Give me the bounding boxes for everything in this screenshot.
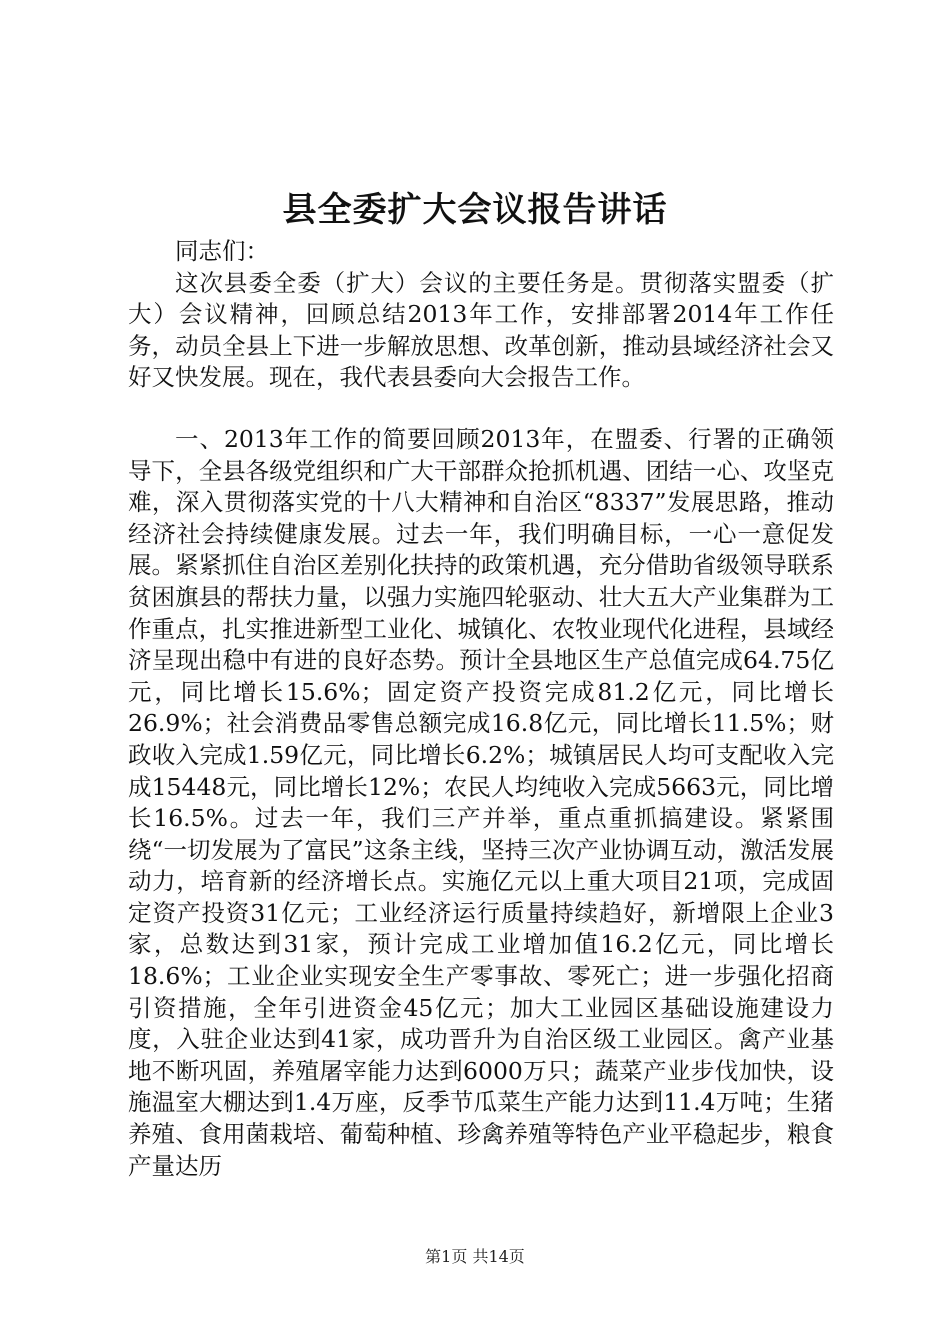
salutation: 同志们： bbox=[175, 237, 269, 265]
document-title: 县全委扩大会议报告讲话 bbox=[282, 190, 668, 230]
page-number-footer: 第1页 共14页 bbox=[425, 1247, 525, 1266]
paragraph-review: 一、2013年工作的简要回顾2013年，在盟委、行署的正确领导下，全县各级党组织和广大干部群众抢抓机遇、团结一心、攻坚克难，深入贯彻落实党的十八大精神和自治区“8337”发展思路，推动经济社会持续健康发展。过去一年，我们明确目标，一心一意促发展。紧紧抓住自治区差别化扶持的政策机遇，充分借助省级领导联系贫困旗县的帮扶力量，以强力实施四轮驱动、壮大五大产业集群为工作重点，扎实推进新型工业化、城镇化、农牧业现代化进程，县域经济呈现出稳中有进的良好态势。预计全县地区生产总值完成64.75亿元，同比增长15.6%；固定资产投资完成81.2亿元，同比增长26.9%；社会消费品零售总额完成16.8亿元，同比增长11.5%；财政收入完成1.59亿元，同比增长6.2%；城镇居民人均可支配收入完成15448元，同比增长12%；农民人均纯收入完成5663元，同比增长16.5%。过去一年，我们三产并举，重点重抓搞建设。紧紧围绕“一切发展为了富民”这条主线，坚持三次产业协调互动，激活发展动力，培育新的经济增长点。实施亿元以上重大项目21项，完成固定资产投资31亿元；工业经济运行质量持续趋好，新增限上企业3家，总数达到31家，预计完成工业增加值16.2亿元，同比增长18.6%；工业企业实现安全生产零事故、零死亡；进一步强化招商引资措施，全年引进资金45亿元；加大工业园区基础设施建设力度，入驻企业达到41家，成功晋升为自治区级工业园区。禽产业基地不断巩固，养殖屠宰能力达到6000万只；蔬菜产业步伐加快，设施温室大棚达到1.4万座，反季节瓜菜生产能力达到11.4万吨；生猪养殖、食用菌栽培、葡萄种植、珍禽养殖等特色产业平稳起步，粮食产量达历 bbox=[128, 424, 834, 1180]
paragraph-intro: 这次县委全委（扩大）会议的主要任务是。贯彻落实盟委（扩大）会议精神，回顾总结2013年工作，安排部署2014年工作任务，动员全县上下进一步解放思想、改革创新，推动县域经济社会又好又快发展。现在，我代表县委向大会报告工作。 bbox=[128, 268, 834, 392]
document-body bbox=[128, 236, 834, 1182]
